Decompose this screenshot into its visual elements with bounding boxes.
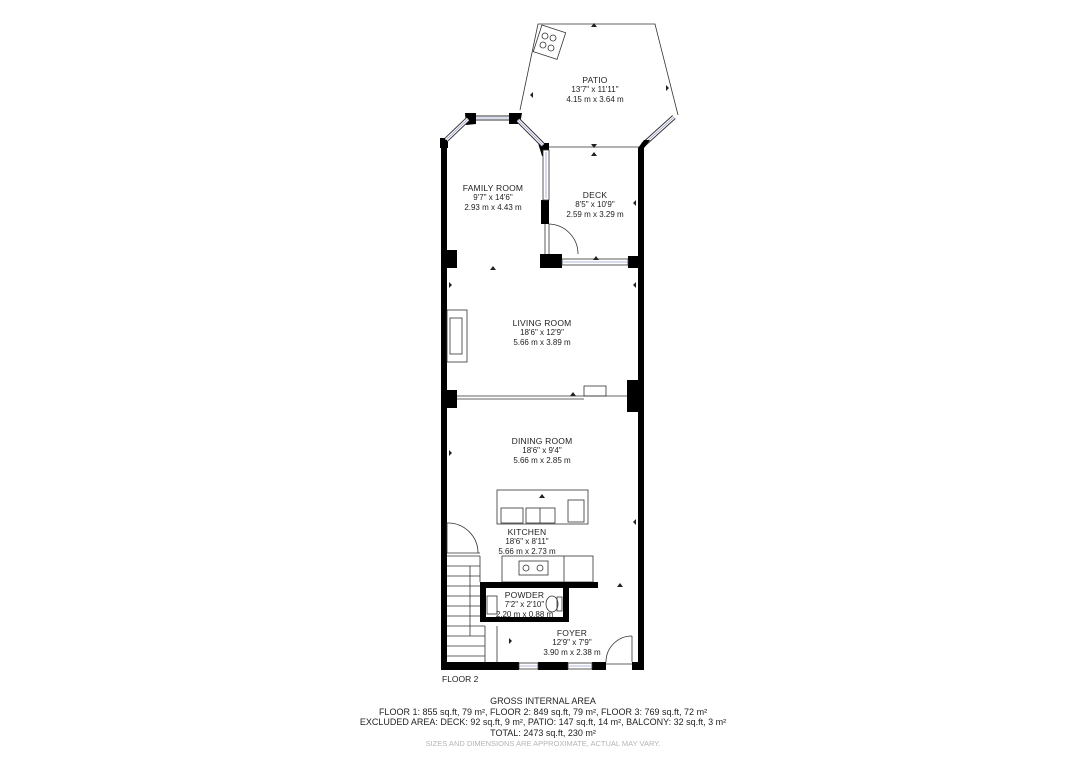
stair-door — [447, 523, 480, 553]
room-dim-metric: 5.66 m x 2.73 m — [498, 547, 556, 556]
bay-window — [440, 113, 549, 156]
room-label-foyer — [532, 628, 612, 658]
summary-floors: FLOOR 1: 855 sq.ft, 79 m², FLOOR 2: 849 sq.ft, 79 m², FLOOR 3: 769 sq.ft, 72 m² — [378, 706, 708, 717]
kitchen-counter — [502, 556, 593, 582]
room-label-patio — [555, 75, 635, 105]
room-label-dining — [502, 436, 582, 466]
room-label-powder — [486, 590, 563, 620]
room-name: LIVING ROOM — [512, 318, 572, 328]
summary-disclaimer: SIZES AND DIMENSIONS ARE APPROXIMATE, ACTUAL MAY VARY. — [425, 739, 661, 748]
room-dim-metric: 4.15 m x 3.64 m — [566, 95, 624, 104]
room-dim-imperial: 8'5" x 10'9" — [575, 200, 615, 209]
room-dim-metric: 2.20 m x 0.88 m — [495, 610, 554, 619]
room-name: DINING ROOM — [511, 436, 573, 446]
room-dim-imperial: 7'2" x 2'10" — [504, 600, 545, 609]
room-label-kitchen — [487, 527, 567, 557]
room-name: KITCHEN — [507, 527, 547, 537]
room-dim-imperial: 13'7" x 11'11" — [571, 85, 619, 94]
room-dim-metric: 5.66 m x 2.85 m — [513, 456, 571, 465]
room-name: POWDER — [504, 590, 545, 600]
room-name: FAMILY ROOM — [462, 183, 524, 193]
room-label-living — [502, 318, 582, 348]
room-name: FOYER — [556, 628, 588, 638]
room-name: PATIO — [582, 75, 608, 85]
room-name: DECK — [582, 190, 608, 200]
area-summary — [0, 696, 1086, 750]
summary-excluded: EXCLUDED AREA: DECK: 92 sq.ft, 9 m², PATIO: 147 sq.ft, 14 m², BALCONY: 32 sq.ft, 3 m² — [359, 717, 727, 727]
room-dim-metric: 2.93 m x 4.43 m — [464, 203, 522, 212]
summary-total: TOTAL: 2473 sq.ft, 230 m² — [490, 727, 596, 738]
room-dim-metric: 3.90 m x 2.38 m — [543, 648, 601, 657]
deck-door — [549, 224, 578, 254]
floor-label: FLOOR 2 — [442, 674, 479, 684]
room-dim-imperial: 18'6" x 8'11" — [505, 537, 549, 546]
room-dim-metric: 5.66 m x 3.89 m — [513, 338, 571, 347]
room-dim-imperial: 18'6" x 12'9" — [520, 328, 564, 337]
room-divider — [457, 386, 627, 399]
fireplace — [447, 310, 467, 362]
room-dim-imperial: 9'7" x 14'6" — [473, 193, 513, 202]
summary-heading: GROSS INTERNAL AREA — [490, 696, 596, 706]
room-label-family — [453, 183, 533, 213]
room-dim-metric: 2.59 m x 3.29 m — [566, 210, 624, 219]
room-dim-imperial: 12'9" x 7'9" — [552, 638, 592, 647]
room-label-deck — [556, 190, 634, 220]
room-dim-imperial: 18'6" x 9'4" — [522, 446, 562, 455]
grill-icon — [533, 25, 565, 59]
